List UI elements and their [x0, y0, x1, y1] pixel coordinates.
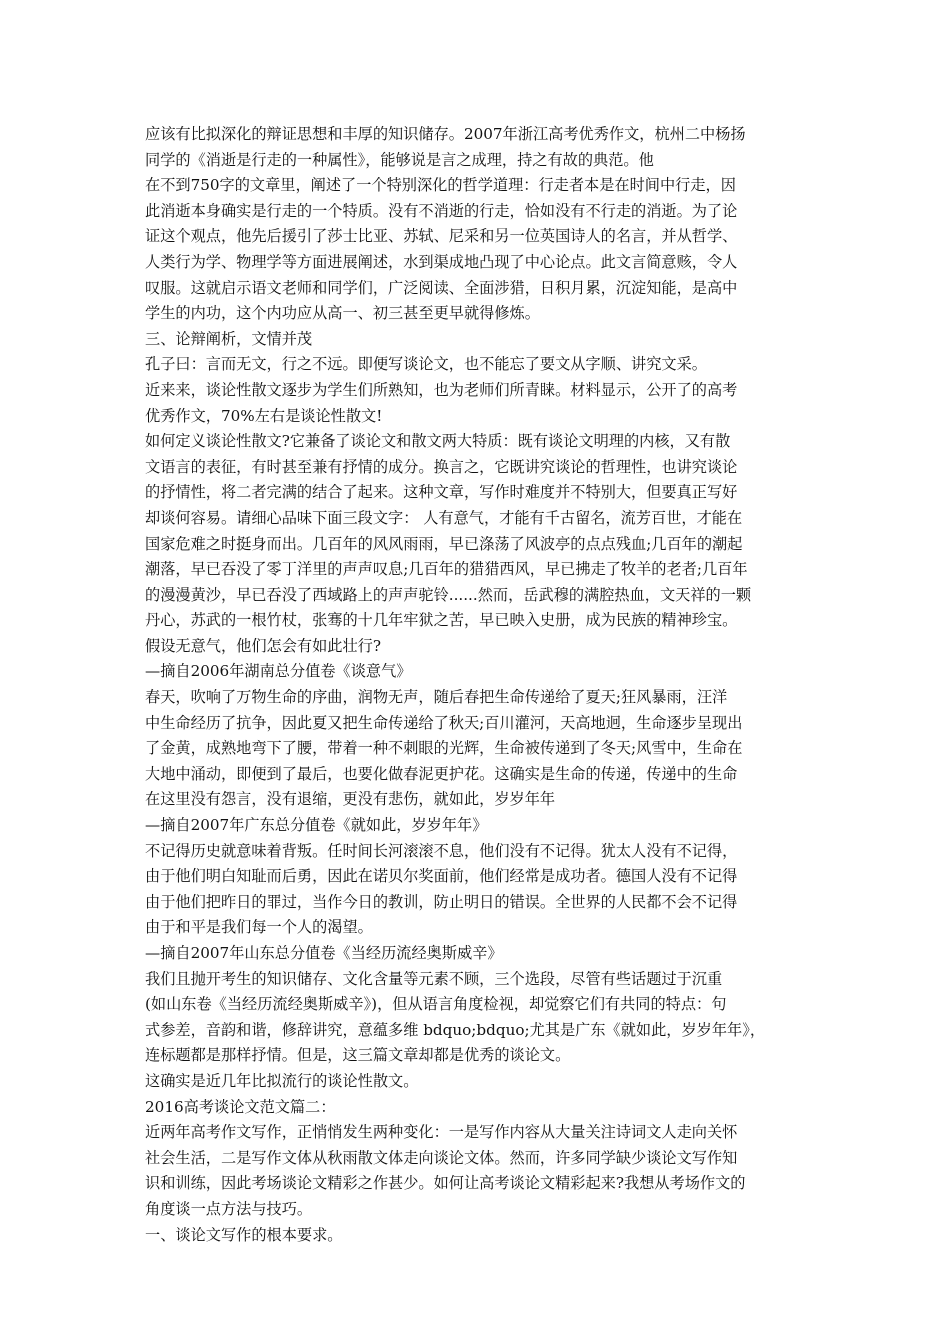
text-line: 证这个观点，他先后援引了莎士比亚、苏轼、尼采和另一位英国诗人的名言，并从哲学、 [145, 227, 738, 246]
text-line: 的漫漫黄沙，早已吞没了西域路上的声声驼铃......然而，岳武穆的满腔热血，文天祥的一颗 [145, 585, 752, 604]
text-line: 学生的内功，这个内功应从高一、初三甚至更早就得修炼。 [145, 304, 540, 323]
text-line: 我们且抛开考生的知识储存、文化含量等元素不顾，三个选段，尽管有些话题过于沉重 [145, 969, 723, 988]
text-line: 这确实是近几年比拟流行的谈论性散文。 [145, 1071, 419, 1090]
text-line: 在不到750字的文章里，阐述了一个特别深化的哲学道理：行走者本是在时间中行走，因 [145, 176, 736, 195]
text-line: 孔子曰：言而无文，行之不远。即便写谈论文，也不能忘了要文从字顺、讲究文采。 [145, 355, 707, 374]
text-line: 中生命经历了抗争，因此夏又把生命传递给了秋天;百川灌河，天高地迥，生命逐步呈现出 [145, 713, 743, 732]
text-line: 优秀作文，70%左右是谈论性散文! [145, 406, 383, 425]
text-line: 识和训练，因此考场谈论文精彩之作甚少。如何让高考谈论文精彩起来?我想从考场作文的 [145, 1174, 746, 1193]
citation-line: —摘自2007年山东总分值卷《当经历流经奥斯威辛》 [145, 944, 503, 962]
text-line: 如何定义谈论性散文?它兼备了谈论文和散文两大特质：既有谈论文明理的内核，又有散 [145, 432, 731, 451]
text-line: 文语言的表征，有时甚至兼有抒情的成分。换言之，它既讲究谈论的哲理性，也讲究谈论 [145, 457, 738, 476]
text-line: 国家危难之时挺身而出。几百年的风风雨雨，早已涤荡了风波亭的点点残血;几百年的潮起 [145, 534, 743, 553]
text-line: (如山东卷《当经历流经奥斯威辛》)，但从语言角度检视，却觉察它们有共同的特点：句 [145, 995, 727, 1014]
text-line: 角度谈一点方法与技巧。 [145, 1199, 313, 1218]
citation-line: —摘自2006年湖南总分值卷《谈意气》 [145, 662, 412, 681]
text-line: 潮落，早已吞没了零丁洋里的声声叹息;几百年的猎猎西风，早已拂走了牧羊的老者;几百年 [145, 560, 748, 579]
text-line: 丹心，苏武的一根竹杖，张骞的十几年牢狱之苦，早已映入史册，成为民族的精神珍宝。 [145, 611, 738, 630]
text-line: 不记得历史就意味着背叛。任时间长河滚滚不息，他们没有不记得。犹太人没有不记得， [145, 841, 738, 860]
document-body [145, 122, 813, 1248]
section-heading: 2016高考谈论文范文篇二： [145, 1097, 336, 1116]
section-heading: 三、论辩阐析，文情并茂 [145, 329, 313, 348]
text-line: 连标题都是那样抒情。但是，这三篇文章却都是优秀的谈论文。 [145, 1046, 571, 1065]
text-line: 却谈何容易。请细心品味下面三段文字： 人有意气，才能有千古留名，流芳百世，才能在 [145, 508, 743, 527]
text-line: 在这里没有怨言，没有退缩，更没有悲伤，就如此，岁岁年年 [145, 790, 556, 809]
text-line: 同学的《消逝是行走的一种属性》，能够说是言之成理，持之有故的典范。他 [145, 150, 654, 169]
text-line: 的抒情性，将二者完满的结合了起来。这种文章，写作时难度并不特别大，但要真正写好 [145, 483, 738, 502]
text-line: 由于他们明白知耻而后勇，因此在诺贝尔奖面前，他们经常是成功者。德国人没有不记得 [145, 867, 738, 886]
text-line: 了金黄，成熟地弯下了腰，带着一种不刺眼的光辉，生命被传递到了冬天;风雪中，生命在 [145, 739, 743, 758]
text-line: 社会生活，二是写作文体从秋雨散文体走向谈论文体。然而，许多同学缺少谈论文写作知 [145, 1148, 738, 1167]
citation-line: —摘自2007年广东总分值卷《就如此，岁岁年年》 [145, 816, 488, 835]
text-line: 由于他们把昨日的罪过，当作今日的教训，防止明日的错误。全世界的人民都不会不记得 [145, 892, 738, 911]
text-line: 大地中涌动，即便到了最后，也要化做春泥更护花。这确实是生命的传递，传递中的生命 [145, 764, 738, 783]
text-line: 此消逝本身确实是行走的一个特质。没有不消逝的行走，恰如没有不行走的消逝。为了论 [145, 201, 738, 220]
text-line: 近来来，谈论性散文逐步为学生们所熟知，也为老师们所青睐。材料显示，公开了的高考 [145, 380, 738, 399]
text-line: 应该有比拟深化的辩证思想和丰厚的知识储存。2007年浙江高考优秀作文，杭州二中杨扬 [145, 125, 746, 143]
text-line: 由于和平是我们每一个人的渴望。 [145, 918, 373, 937]
text-line: 假设无意气，他们怎会有如此壮行? [145, 636, 381, 655]
text-line: 式参差，音韵和谐，修辞讲究，意蕴多维 bdquo;bdquo;尤其是广东《就如此，岁岁年年》， [145, 1020, 766, 1039]
section-heading: 一、谈论文写作的根本要求。 [145, 1225, 343, 1244]
text-line: 春天，吹响了万物生命的序曲，润物无声，随后春把生命传递给了夏天;狂风暴雨，汪洋 [145, 688, 728, 707]
text-line: 人类行为学、物理学等方面进展阐述，水到渠成地凸现了中心论点。此文言简意赅，令人 [145, 252, 738, 271]
text-line: 近两年高考作文写作，正悄悄发生两种变化：一是写作内容从大量关注诗词文人走向关怀 [145, 1123, 738, 1142]
text-line: 叹服。这就启示语文老师和同学们，广泛阅读、全面涉猎，日积月累，沉淀知能，是高中 [145, 278, 738, 297]
